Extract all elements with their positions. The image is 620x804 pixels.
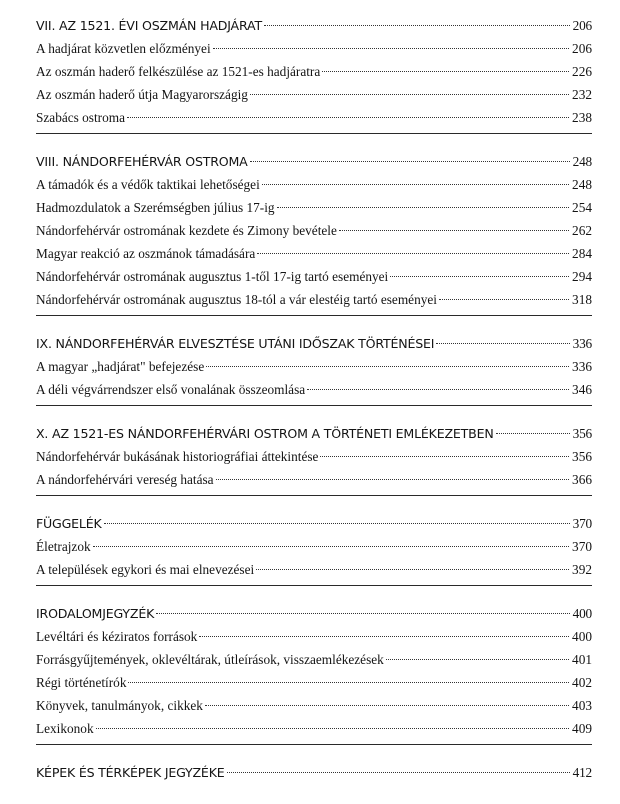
entry-title: Az oszmán haderő útja Magyarországig — [36, 87, 248, 102]
dot-leader — [104, 523, 570, 524]
page-number: 336 — [572, 336, 592, 351]
entry-title: A déli végvárrendszer első vonalának összeomlása — [36, 382, 306, 397]
toc-entry[interactable] — [36, 694, 592, 717]
chapter-title: X. AZ 1521-ES NÁNDORFEHÉRVÁRI OSTROM A TÖRTÉNETI EMLÉKEZETBEN — [36, 426, 494, 441]
entry-title: Életrajzok — [36, 539, 91, 554]
entry-title: Könyvek, tanulmányok, cikkek — [36, 698, 203, 713]
dot-leader — [206, 366, 569, 367]
page-number: 336 — [572, 359, 592, 374]
page-number: 412 — [572, 765, 592, 780]
toc-entry[interactable] — [36, 445, 592, 468]
chapter-title: FÜGGELÉK — [36, 516, 102, 531]
page-number: 238 — [572, 110, 592, 125]
entry-title: A nándorfehérvári vereség hatása — [36, 472, 214, 487]
entry-title: A települések egykori és mai elnevezései — [36, 562, 255, 577]
toc-entry[interactable] — [36, 106, 592, 129]
page-number: 370 — [572, 516, 592, 531]
page-number: 400 — [572, 629, 592, 644]
dot-leader — [205, 705, 569, 706]
dot-leader — [128, 682, 569, 683]
toc-entry[interactable] — [36, 625, 592, 648]
page-number: 254 — [572, 200, 592, 215]
page-number: 248 — [572, 177, 592, 192]
page-number: 248 — [572, 154, 592, 169]
toc-entry[interactable] — [36, 717, 592, 740]
toc-chapter-heading[interactable] — [36, 422, 592, 445]
toc-chapter-heading[interactable] — [36, 150, 592, 173]
entry-title: Magyar reakció az oszmánok támadására — [36, 246, 256, 261]
page-number: 232 — [572, 87, 592, 102]
page-number: 356 — [572, 426, 592, 441]
toc-entry[interactable] — [36, 378, 592, 401]
toc-chapter-heading[interactable] — [36, 761, 592, 784]
dot-leader — [256, 569, 569, 570]
toc-entry[interactable] — [36, 671, 592, 694]
entry-title: Forrásgyűjtemények, oklevéltárak, útleírások, visszaemlékezések — [36, 652, 384, 667]
page-number: 262 — [572, 223, 592, 238]
dot-leader — [96, 728, 569, 729]
page-number: 226 — [572, 64, 592, 79]
dot-leader — [264, 25, 570, 26]
toc-entry[interactable] — [36, 60, 592, 83]
toc-entry[interactable] — [36, 242, 592, 265]
entry-title: Levéltári és kéziratos források — [36, 629, 198, 644]
chapter-title: VII. AZ 1521. ÉVI OSZMÁN HADJÁRAT — [36, 18, 262, 33]
toc-chapter-heading[interactable] — [36, 332, 592, 355]
entry-title: Az oszmán haderő felkészülése az 1521-es hadjáratra — [36, 64, 321, 79]
toc-section-x — [36, 422, 592, 496]
page-number: 206 — [572, 41, 592, 56]
page-number: 346 — [572, 382, 592, 397]
page-number: 403 — [572, 698, 592, 713]
toc-entry[interactable] — [36, 468, 592, 491]
entry-title: Hadmozdulatok a Szerémségben július 17-ig — [36, 200, 275, 215]
toc-chapter-heading[interactable] — [36, 512, 592, 535]
dot-leader — [213, 48, 569, 49]
dot-leader — [436, 343, 569, 344]
dot-leader — [390, 276, 569, 277]
entry-title: Nándorfehérvár ostromának augusztus 1-től 17-ig tartó eseményei — [36, 269, 389, 284]
toc-entry[interactable] — [36, 648, 592, 671]
toc-entry[interactable] — [36, 83, 592, 106]
dot-leader — [199, 636, 569, 637]
toc-section-vii — [36, 14, 592, 134]
page-number: 370 — [572, 539, 592, 554]
chapter-title: IX. NÁNDORFEHÉRVÁR ELVESZTÉSE UTÁNI IDŐSZAK TÖRTÉNÉSEI — [36, 336, 435, 351]
dot-leader — [127, 117, 569, 118]
page-number: 284 — [572, 246, 592, 261]
dot-leader — [156, 613, 569, 614]
dot-leader — [216, 479, 569, 480]
entry-title: A magyar „hadjárat" befejezése — [36, 359, 205, 374]
dot-leader — [496, 433, 570, 434]
page-number: 400 — [572, 606, 592, 621]
page-number: 401 — [572, 652, 592, 667]
toc-entry[interactable] — [36, 288, 592, 311]
dot-leader — [307, 389, 569, 390]
page-number: 356 — [572, 449, 592, 464]
toc-section-ix — [36, 332, 592, 406]
chapter-title: VIII. NÁNDORFEHÉRVÁR OSTROMA — [36, 154, 248, 169]
entry-title: A hadjárat közvetlen előzményei — [36, 41, 211, 56]
toc-entry[interactable] — [36, 355, 592, 378]
dot-leader — [339, 230, 569, 231]
chapter-title: KÉPEK ÉS TÉRKÉPEK JEGYZÉKE — [36, 765, 225, 780]
toc-entry[interactable] — [36, 173, 592, 196]
dot-leader — [250, 161, 570, 162]
page-number: 402 — [572, 675, 592, 690]
page-number: 318 — [572, 292, 592, 307]
toc-section-bibliography — [36, 602, 592, 745]
page-number: 409 — [572, 721, 592, 736]
dot-leader — [257, 253, 569, 254]
page-number: 366 — [572, 472, 592, 487]
entry-title: Nándorfehérvár ostromának augusztus 18-tól a vár elestéig tartó eseményei — [36, 292, 437, 307]
toc-entry[interactable] — [36, 535, 592, 558]
toc-entry[interactable] — [36, 196, 592, 219]
toc-section-appendix — [36, 512, 592, 586]
dot-leader — [386, 659, 569, 660]
toc-section-illustrations — [36, 761, 592, 788]
dot-leader — [262, 184, 569, 185]
toc-entry[interactable] — [36, 37, 592, 60]
dot-leader — [250, 94, 569, 95]
page-number: 294 — [572, 269, 592, 284]
dot-leader — [322, 71, 569, 72]
page-number: 392 — [572, 562, 592, 577]
table-of-contents — [36, 14, 592, 804]
entry-title: Lexikonok — [36, 721, 94, 736]
dot-leader — [320, 456, 569, 457]
entry-title: Régi történetírók — [36, 675, 127, 690]
chapter-title: IRODALOMJEGYZÉK — [36, 606, 155, 621]
entry-title: Szabács ostroma — [36, 110, 125, 125]
toc-entry[interactable] — [36, 265, 592, 288]
entry-title: A támadók és a védők taktikai lehetőségei — [36, 177, 260, 192]
toc-section-viii — [36, 150, 592, 316]
entry-title: Nándorfehérvár bukásának historiográfiai áttekintése — [36, 449, 319, 464]
toc-chapter-heading[interactable] — [36, 14, 592, 37]
toc-entry[interactable] — [36, 558, 592, 581]
dot-leader — [227, 772, 570, 773]
entry-title: Nándorfehérvár ostromának kezdete és Zimony bevétele — [36, 223, 337, 238]
page-number: 206 — [572, 18, 592, 33]
dot-leader — [439, 299, 569, 300]
toc-entry[interactable] — [36, 219, 592, 242]
toc-chapter-heading[interactable] — [36, 602, 592, 625]
dot-leader — [93, 546, 569, 547]
dot-leader — [277, 207, 570, 208]
